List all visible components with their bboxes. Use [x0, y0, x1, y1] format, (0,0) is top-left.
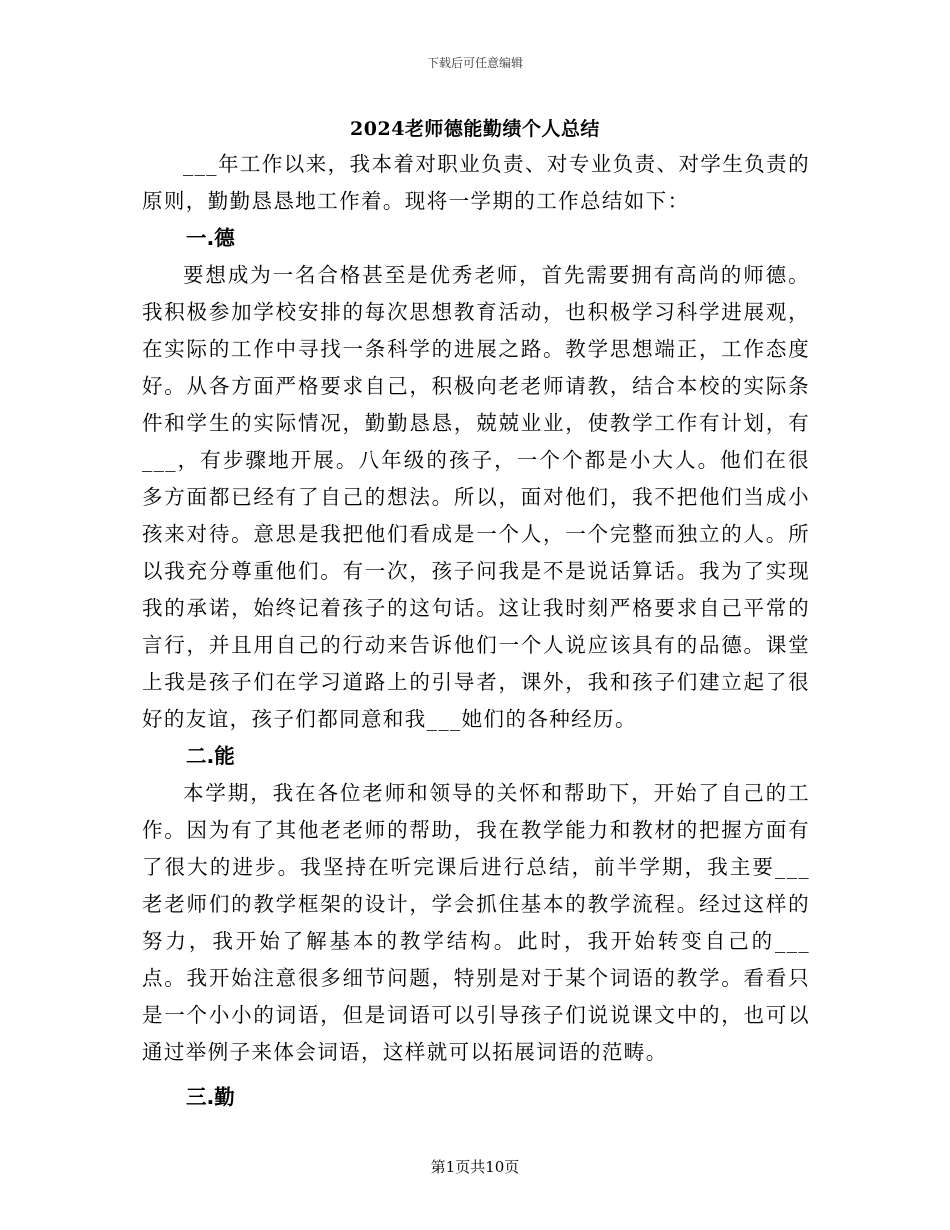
- section-heading-neng: 二.能: [186, 744, 235, 768]
- section-body-de: 要想成为一名合格甚至是优秀老师，首先需要拥有高尚的师德。我积极参加学校安排的每次思想教育活动，也积极学习科学进展观，在实际的工作中寻找一条科学的进展之路。教学思想端正，工作态度好。从各方面严格要求自己，积极向老老师请教，结合本校的实际条件和学生的实际情况，勤勤恳恳，兢兢业业，使教学工作有计划，有___，有步骤地开展。八年级的孩子，一个个都是小大人。他们在很多方面都已经有了自己的想法。所以，面对他们，我不把他们当成小孩来对待。意思是我把他们看成是一个人，一个完整而独立的人。所以我充分尊重他们。有一次，孩子问我是不是说话算话。我为了实现我的承诺，始终记着孩子的这句话。这让我时刻严格要求自己平常的言行，并且用自己的行动来告诉他们一个人说应该具有的品德。课堂上我是孩子们在学习道路上的引导者，课外，我和孩子们建立起了很好的友谊，孩子们都同意和我___她们的各种经历。: [142, 263, 810, 731]
- header-note: 下载后可任意编辑: [426, 56, 523, 70]
- section-heading-de: 一.德: [186, 226, 235, 250]
- intro-paragraph: ___年工作以来，我本着对职业负责、对专业负责、对学生负责的原则，勤勤恳恳地工作着。现将一学期的工作总结如下：: [142, 152, 810, 213]
- document-body: [142, 146, 810, 1116]
- section-body-neng: 本学期，我在各位老师和领导的关怀和帮助下，开始了自己的工作。因为有了其他老老师的帮助，我在教学能力和教材的把握方面有了很大的进步。我坚持在听完课后进行总结，前半学期，我主要___老老师们的教学框架的设计，学会抓住基本的教学流程。经过这样的努力，我开始了解基本的教学结构。此时，我开始转变自己的___点。我开始注意很多细节问题，特别是对于某个词语的教学。看看只是一个小小的词语，但是词语可以引导孩子们说说课文中的，也可以通过举例子来体会词语，这样就可以拓展词语的范畴。: [142, 781, 810, 1064]
- document-title: 2024老师德能勤绩个人总结: [350, 118, 600, 140]
- page-number: 第1页共10页: [430, 1158, 520, 1176]
- section-heading-qin: 三.勤: [186, 1085, 235, 1109]
